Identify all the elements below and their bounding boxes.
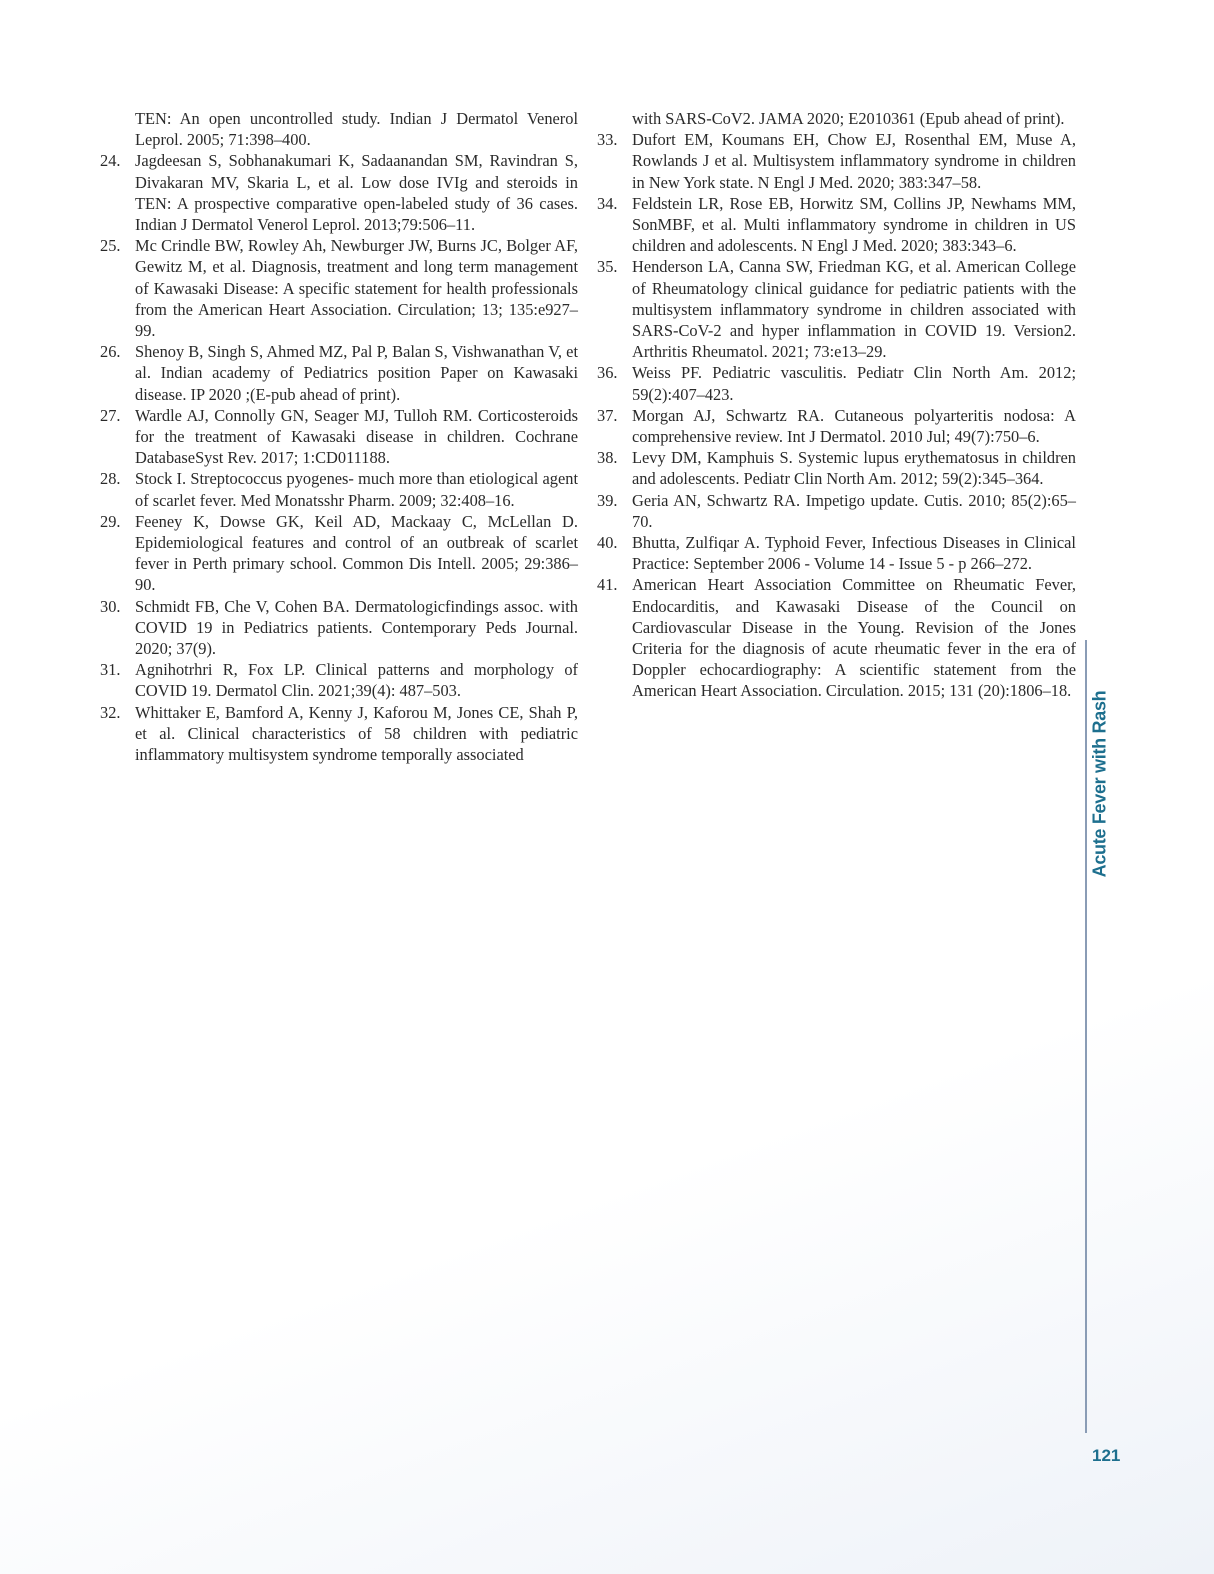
reference-item: [597, 129, 1076, 193]
reference-text: Whittaker E, Bamford A, Kenny J, Kaforou M, Jones CE, Shah P, et al. Clinical characteristics of 58 children with pediatric inflammatory multisystem syndrome temporally associated: [135, 702, 578, 765]
reference-text: Mc Crindle BW, Rowley Ah, Newburger JW, Burns JC, Bolger AF, Gewitz M, et al. Diagnosis, treatment and long term management of Kawasaki Disease: A specific statement for health professionals from the American Heart Association. Circulation; 13; 135:e927–99.: [135, 236, 578, 341]
reference-item: [597, 490, 1076, 532]
reference-number: 29.: [100, 511, 121, 531]
reference-number: 40.: [597, 533, 618, 553]
reference-item: [597, 362, 1076, 404]
reference-text: Feeney K, Dowse GK, Keil AD, Mackaay C, McLellan D. Epidemiological features and control of an outbreak of scarlet fever in Perth primary school. Common Dis Intell. 2005; 29:386–90.: [135, 511, 578, 595]
reference-continuation: with SARS-CoV2. JAMA 2020; E2010361 (Epub ahead of print).: [632, 109, 1065, 128]
reference-item: [597, 256, 1076, 362]
reference-list: [100, 150, 578, 765]
reference-item: [100, 150, 578, 235]
reference-item: [597, 574, 1076, 701]
reference-text: Weiss PF. Pediatric vasculitis. Pediatr Clin North Am. 2012; 59(2):407–423.: [632, 363, 1076, 404]
reference-text: Schmidt FB, Che V, Cohen BA. Dermatologicfindings assoc. with COVID 19 in Pediatrics patients. Contemporary Peds Journal. 2020; 37(9).: [135, 596, 578, 659]
reference-text: Jagdeesan S, Sobhanakumari K, Sadaanandan SM, Ravindran S, Divakaran MV, Skaria L, et al. Low dose IVIg and steroids in TEN: A prospective comparative open-labeled study of 36 cases. Indian J Dermatol Venerol Leprol. 2013;79:506–11.: [135, 151, 578, 235]
reference-text: Wardle AJ, Connolly GN, Seager MJ, Tulloh RM. Corticosteroids for the treatment of Kawasaki disease in children. Cochrane DatabaseSyst Rev. 2017; 1:CD011188.: [135, 405, 578, 468]
reference-text: Dufort EM, Koumans EH, Chow EJ, Rosenthal EM, Muse A, Rowlands J et al. Multisystem inflammatory syndrome in children in New York state. N Engl J Med. 2020; 383:347–58.: [632, 130, 1076, 192]
references-right-column: [597, 108, 1076, 702]
reference-text: Agnihotrhri R, Fox LP. Clinical patterns and morphology of COVID 19. Dermatol Clin. 2021;39(4): 487–503.: [135, 660, 578, 701]
reference-number: 34.: [597, 193, 618, 213]
reference-text: Shenoy B, Singh S, Ahmed MZ, Pal P, Balan S, Vishwanathan V, et al. Indian academy of Pediatrics position Paper on Kawasaki disease. IP 2020 ;(E-pub ahead of print).: [135, 342, 578, 404]
reference-number: 36.: [597, 363, 618, 383]
reference-number: 32.: [100, 702, 121, 722]
reference-number: 28.: [100, 469, 121, 489]
reference-number: 27.: [100, 405, 121, 425]
chapter-side-title: Acute Fever with Rash: [1089, 690, 1110, 878]
reference-item: [100, 235, 578, 341]
reference-number: 35.: [597, 257, 618, 277]
references-left-column: [100, 108, 578, 765]
reference-item: [100, 405, 578, 469]
reference-text: Henderson LA, Canna SW, Friedman KG, et al. American College of Rheumatology clinical guidance for pediatric patients with the multisystem inflammatory syndrome in children associated with SARS-CoV-2 and hyper inflammation in COVID 19. Version2. Arthritis Rheumatol. 2021; 73:e13–29.: [632, 257, 1076, 362]
reference-number: 39.: [597, 490, 618, 510]
reference-item: [597, 193, 1076, 257]
reference-text: Geria AN, Schwartz RA. Impetigo update. Cutis. 2010; 85(2):65–70.: [632, 490, 1076, 531]
reference-number: 38.: [597, 448, 618, 468]
page-number: 121: [1092, 1446, 1121, 1465]
reference-number: 31.: [100, 660, 121, 680]
reference-continuation: TEN: An open uncontrolled study. Indian J Dermatol Venerol Leprol. 2005; 71:398–400.: [135, 109, 578, 150]
reference-item: [597, 405, 1076, 447]
reference-number: 33.: [597, 130, 618, 150]
reference-item: [100, 659, 578, 701]
reference-text: Morgan AJ, Schwartz RA. Cutaneous polyarteritis nodosa: A comprehensive review. Int J Dermatol. 2010 Jul; 49(7):750–6.: [632, 405, 1076, 447]
reference-number: 26.: [100, 342, 121, 362]
margin-divider-line: [1085, 640, 1087, 1433]
reference-text: American Heart Association Committee on Rheumatic Fever, Endocarditis, and Kawasaki Disease of the Council on Cardiovascular Disease in the Young. Revision of the Jones Criteria for the diagnosis of acute rheumatic fever in the era of Doppler echocardiography: A scientific statement from the American Heart Association. Circulation. 2015; 131 (20):1806–18.: [632, 575, 1076, 701]
reference-item: [100, 468, 578, 510]
reference-item: [100, 596, 578, 660]
reference-text: Bhutta, Zulfiqar A. Typhoid Fever, Infectious Diseases in Clinical Practice: September 2006 - Volume 14 - Issue 5 - p 266–272.: [632, 533, 1076, 574]
reference-text: Levy DM, Kamphuis S. Systemic lupus erythematosus in children and adolescents. Pediatr Clin North Am. 2012; 59(2):345–364.: [632, 448, 1076, 489]
reference-item: [597, 447, 1076, 489]
reference-number: 24.: [100, 151, 121, 171]
reference-item: [100, 341, 578, 405]
reference-text: Feldstein LR, Rose EB, Horwitz SM, Collins JP, Newhams MM, SonMBF, et al. Multi inflammatory syndrome in children in US children and adolescents. N Engl J Med. 2020; 383:343–6.: [632, 193, 1076, 256]
reference-item: [597, 532, 1076, 574]
reference-number: 37.: [597, 405, 618, 425]
reference-item: [100, 702, 578, 766]
reference-number: 25.: [100, 236, 121, 256]
reference-list: [597, 129, 1076, 701]
reference-item: [100, 511, 578, 596]
reference-number: 30.: [100, 596, 121, 616]
reference-number: 41.: [597, 575, 618, 595]
reference-text: Stock I. Streptococcus pyogenes- much more than etiological agent of scarlet fever. Med Monatsshr Pharm. 2009; 32:408–16.: [135, 469, 578, 510]
